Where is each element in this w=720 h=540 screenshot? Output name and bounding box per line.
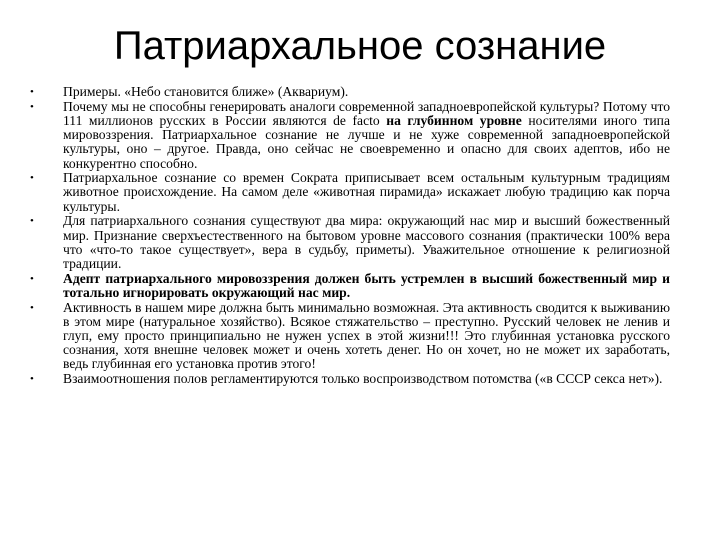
bullet-marker-icon: • [30, 272, 34, 285]
bullet-text: Примеры. «Небо становится ближе» (Аквариум). [63, 84, 349, 99]
bullet-item-7 [30, 372, 670, 386]
slide-title: Патриархальное сознание [113, 24, 607, 68]
bullet-text-part: Почему мы не способны генерировать аналоги современной западноевропейской культуры? Потому что 111 миллионов русских в России являются de facto [63, 98, 670, 128]
bullet-text-emphasis: Адепт патриархального мировоззрения должен быть устремлен в высший божественный мир и тотально игнорировать окружающий нас мир. [63, 270, 670, 300]
bullet-item-2 [30, 100, 670, 171]
bullet-text-emphasis: на глубинном уровне [386, 112, 522, 128]
bullet-marker-icon: • [30, 215, 34, 228]
bullet-item-4 [30, 214, 670, 271]
bullet-text: Патриархальное сознание со времен Сократа приписывает всем остальным культурным традициям животное происхождение. На самом деле «животная пирамида» искажает любую традицию как порча культуры. [63, 170, 670, 214]
bullet-marker-icon: • [30, 172, 34, 185]
bullet-marker-icon: • [30, 100, 34, 113]
bullet-item-1 [30, 85, 670, 99]
bullet-list [30, 85, 670, 387]
bullet-marker-icon: • [30, 86, 34, 98]
bullet-text: Взаимоотношения полов регламентируются только воспроизводством потомства («в СССР секса нет»). [63, 371, 663, 387]
bullet-item-5 [30, 272, 670, 300]
bullet-text: Для патриархального сознания существуют два мира: окружающий нас мир и высший божественный мир. Признание сверхъестественного на бытовом уровне массового сознания (практически 100% вера что «что-то такое существует», вера в судьбу, приметы). Уважительное отношение к религиозной традиции. [63, 213, 670, 271]
bullet-item-3 [30, 171, 670, 214]
bullet-text [63, 100, 670, 171]
bullet-item-6 [30, 301, 670, 372]
bullet-marker-icon: • [30, 301, 34, 314]
bullet-text-part: носителями иного типа мировоззрения. Патриархальное сознание не лучше и не хуже современной западноевропейской культуры, оно – другое. Правда, оно сейчас не своевременно и опасно для своих адептов, ибо не конкурентно способно. [63, 112, 670, 171]
bullet-marker-icon: • [30, 373, 34, 386]
bullet-text: Активность в нашем мире должна быть минимально возможная. Эта активность сводится к выживанию в этом мире (натуральное хозяйство). Всякое стяжательство – преступно. Русский человек не ленив и глуп, ему просто принципиально не нужен успех в этой жизни!!! Это глубинная установка русского сознания, хотя внешне человек может и очень хотеть денег. Но он хочет, но не может их заработать, ведь глубинная его установка против этого! [63, 299, 670, 372]
